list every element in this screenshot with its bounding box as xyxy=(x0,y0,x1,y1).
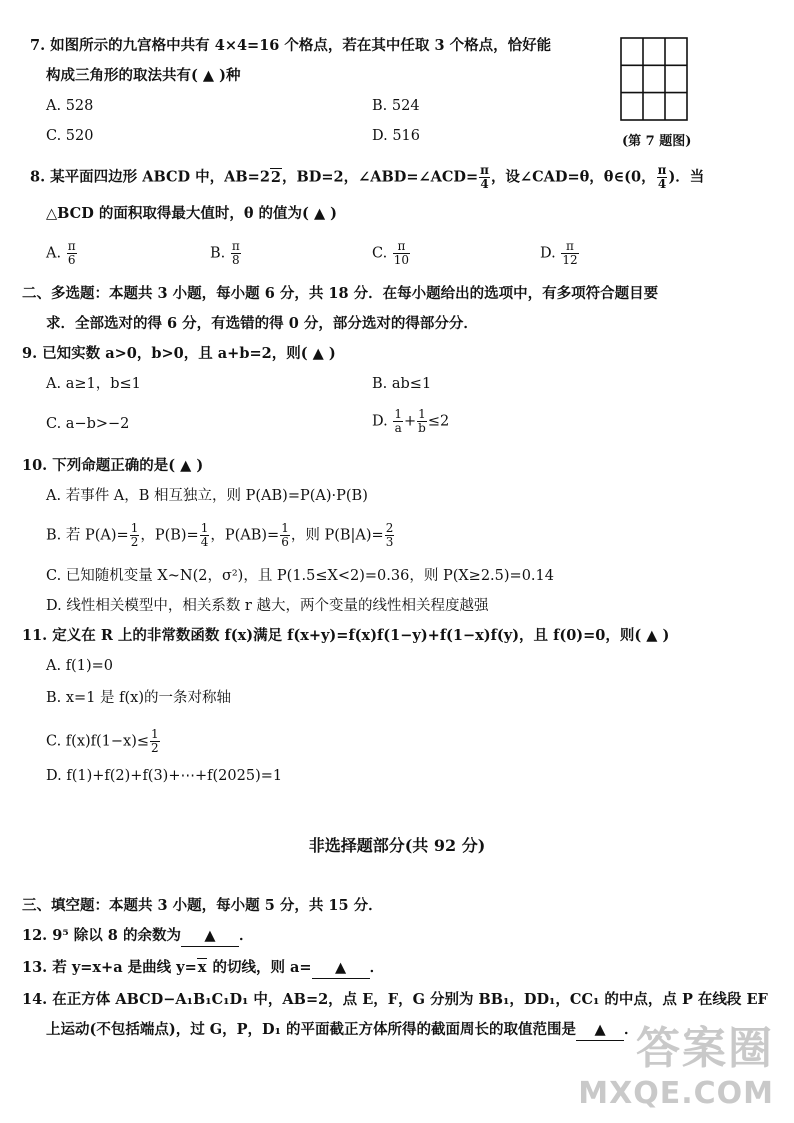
q8-frac1-num: π xyxy=(480,163,489,177)
q13-pre: 13. 若 y=x+a 是曲线 y= xyxy=(22,959,197,976)
q11-c-frac xyxy=(150,728,160,755)
q10-b-p3: ，P(AB)= xyxy=(210,527,280,544)
q10-b-f2n: 1 xyxy=(200,521,209,535)
nonchoice-section-title: 非选择题部分(共 92 分) xyxy=(308,836,486,855)
q10-b-p4: ，则 P(B|A)= xyxy=(290,527,384,544)
q11-option-c xyxy=(46,728,161,755)
q11-c-den: 2 xyxy=(151,741,159,755)
watermark xyxy=(578,1012,774,1111)
q8-frac1 xyxy=(479,164,490,191)
q8-a-frac xyxy=(67,240,77,267)
q7-option-c: C. 520 xyxy=(46,128,94,144)
q12-post: ． xyxy=(238,927,254,944)
q8-c-frac xyxy=(393,240,410,267)
nine-grid-figure xyxy=(619,36,689,122)
section2-line2: 求．全部选对的得 6 分，有选错的得 0 分，部分选对的得部分分． xyxy=(46,315,478,332)
q10-b-f1n: 1 xyxy=(130,521,139,535)
q8-d-num: π xyxy=(561,240,578,254)
q10-option-d: D. 线性相关模型中，相关系数 r 越大，两个变量的线性相关程度越强 xyxy=(46,598,489,614)
q9-d-d1: a xyxy=(394,421,402,435)
q7-stem-line1: 7. 如图所示的九宫格中共有 4×4=16 个格点，若在其中任取 3 个格点，恰好能 xyxy=(30,37,552,54)
q12-stem xyxy=(22,926,253,947)
q11-option-a: A. f(1)=0 xyxy=(46,658,113,674)
watermark-url: MXQE.COM xyxy=(578,1076,774,1111)
q13-sqrt: x xyxy=(197,959,207,976)
q8-b-num: π xyxy=(231,239,240,253)
q8-frac2-num: π xyxy=(657,163,667,177)
q10-b-f4n: 2 xyxy=(385,521,394,535)
q9-option-c: C. a−b>−2 xyxy=(46,416,130,432)
q10-option-b xyxy=(46,522,395,549)
q9-d-d2: b xyxy=(418,421,426,435)
q10-b-p2: ，P(B)= xyxy=(140,527,199,544)
q9-d-n1: 1 xyxy=(394,407,402,421)
q9-d-label: D. xyxy=(372,413,388,430)
q14-stem-line1: 14. 在正方体 ABCD−A₁B₁C₁D₁ 中，AB=2，点 E，F，G 分别为 BB₁，DD₁，CC₁ 的中点，点 P 在线段 EF xyxy=(22,991,768,1008)
q9-d-frac1 xyxy=(393,408,403,435)
q8-stem-line2: △BCD 的面积取得最大值时，θ 的值为( ▲ ) xyxy=(46,205,338,222)
q8-stem-line1 xyxy=(30,164,704,191)
q8-suffix: )．当 xyxy=(668,168,705,186)
watermark-cn: 答案圈 xyxy=(636,1023,774,1074)
q9-option-d xyxy=(372,408,449,435)
q10-b-p1: B. 若 P(A)= xyxy=(46,527,129,544)
q8-frac2 xyxy=(657,164,668,191)
q8-c-label: C. xyxy=(372,245,388,262)
q9-d-plus: + xyxy=(403,413,417,430)
q11-option-b: B. x=1 是 f(x)的一条对称轴 xyxy=(46,690,232,706)
q10-b-frac2 xyxy=(200,522,210,549)
q8-d-label: D. xyxy=(540,245,556,262)
q14-post: ． xyxy=(624,1021,639,1038)
q10-b-f3d: 6 xyxy=(281,535,289,549)
q8-b-frac xyxy=(231,240,241,267)
q9-d-frac2 xyxy=(417,408,427,435)
q9-stem: 9. 已知实数 a>0，b>0，且 a+b=2，则( ▲ ) xyxy=(22,345,336,362)
q8-option-a xyxy=(46,240,78,267)
q10-stem: 10. 下列命题正确的是( ▲ ) xyxy=(22,457,204,474)
section2-line1: 二、多选题：本题共 3 小题，每小题 6 分，共 18 分．在每小题给出的选项中，有多项符合题目要 xyxy=(22,285,659,302)
q7-option-b: B. 524 xyxy=(372,98,420,114)
q11-option-d: D. f(1)+f(2)+f(3)+⋯+f(2025)=1 xyxy=(46,768,283,784)
q10-option-c: C. 已知随机变量 X~N(2，σ²)，且 P(1.5≤X<2)=0.36，则 P(X≥2.5)=0.14 xyxy=(46,568,554,584)
q11-c-num: 1 xyxy=(151,727,159,741)
q10-b-f3n: 1 xyxy=(281,521,289,535)
q14-stem-line2 xyxy=(46,1020,639,1041)
q8-mid1: ，BD=2，∠ABD=∠ACD= xyxy=(282,168,479,186)
q13-post: ． xyxy=(369,959,385,976)
q10-b-f2d: 4 xyxy=(200,535,209,549)
q10-b-frac1 xyxy=(130,522,140,549)
q10-b-f4d: 3 xyxy=(385,535,394,549)
q9-option-b: B. ab≤1 xyxy=(372,376,432,392)
q7-option-a: A. 528 xyxy=(46,98,94,114)
q8-sqrt: 2 xyxy=(270,168,282,186)
q14-pre: 上运动(不包括端点)，过 G，P，D₁ 的平面截正方体所得的截面周长的取值范围是 xyxy=(46,1021,577,1038)
nine-grid-svg xyxy=(619,36,689,122)
q8-frac2-den: 4 xyxy=(657,177,667,191)
q8-option-d xyxy=(540,240,580,267)
q7-option-d: D. 516 xyxy=(372,128,421,144)
q8-a-label: A. xyxy=(46,245,62,262)
q8-a-den: 6 xyxy=(67,253,76,267)
q8-d-frac xyxy=(561,240,578,267)
q10-b-frac3 xyxy=(280,522,290,549)
q8-a-num: π xyxy=(67,239,76,253)
q11-stem: 11. 定义在 R 上的非常数函数 f(x)满足 f(x+y)=f(x)f(1−y)+f(1−x)f(y)，且 f(0)=0，则( ▲ ) xyxy=(22,627,670,644)
figure-caption: (第 7 题图) xyxy=(622,134,692,149)
q13-answer-blank[interactable]: ▲ xyxy=(312,958,370,979)
q13-stem xyxy=(22,958,384,979)
section3-heading: 三、填空题：本题共 3 小题，每小题 5 分，共 15 分． xyxy=(22,897,383,914)
q11-c-pre: C. f(x)f(1−x)≤ xyxy=(46,733,150,750)
q10-b-frac4 xyxy=(385,522,395,549)
q8-b-den: 8 xyxy=(232,253,240,267)
q8-mid2: ，设∠CAD=θ，θ∈(0， xyxy=(490,168,656,186)
q8-b-label: B. xyxy=(210,245,226,262)
q7-stem-line2: 构成三角形的取法共有( ▲ )种 xyxy=(46,67,241,84)
q8-c-num: π xyxy=(393,240,410,254)
q10-b-f1d: 2 xyxy=(130,535,139,549)
q8-frac1-den: 4 xyxy=(480,177,489,191)
q12-pre: 12. 9⁵ 除以 8 的余数为 xyxy=(22,927,181,944)
q8-c-den: 10 xyxy=(393,253,410,267)
q9-d-tail: ≤2 xyxy=(427,413,450,430)
q12-answer-blank[interactable]: ▲ xyxy=(181,926,239,947)
q14-answer-blank[interactable]: ▲ xyxy=(576,1020,624,1041)
q8-option-b xyxy=(210,240,242,267)
q13-mid: 的切线，则 a= xyxy=(207,959,312,976)
q9-d-n2: 1 xyxy=(418,407,426,421)
q8-d-den: 12 xyxy=(562,253,578,267)
q9-option-a: A. a≥1，b≤1 xyxy=(46,376,141,392)
q8-prefix: 8. 某平面四边形 ABCD 中，AB=2 xyxy=(30,168,270,186)
q10-option-a: A. 若事件 A，B 相互独立，则 P(AB)=P(A)·P(B) xyxy=(46,488,368,504)
q8-option-c xyxy=(372,240,411,267)
